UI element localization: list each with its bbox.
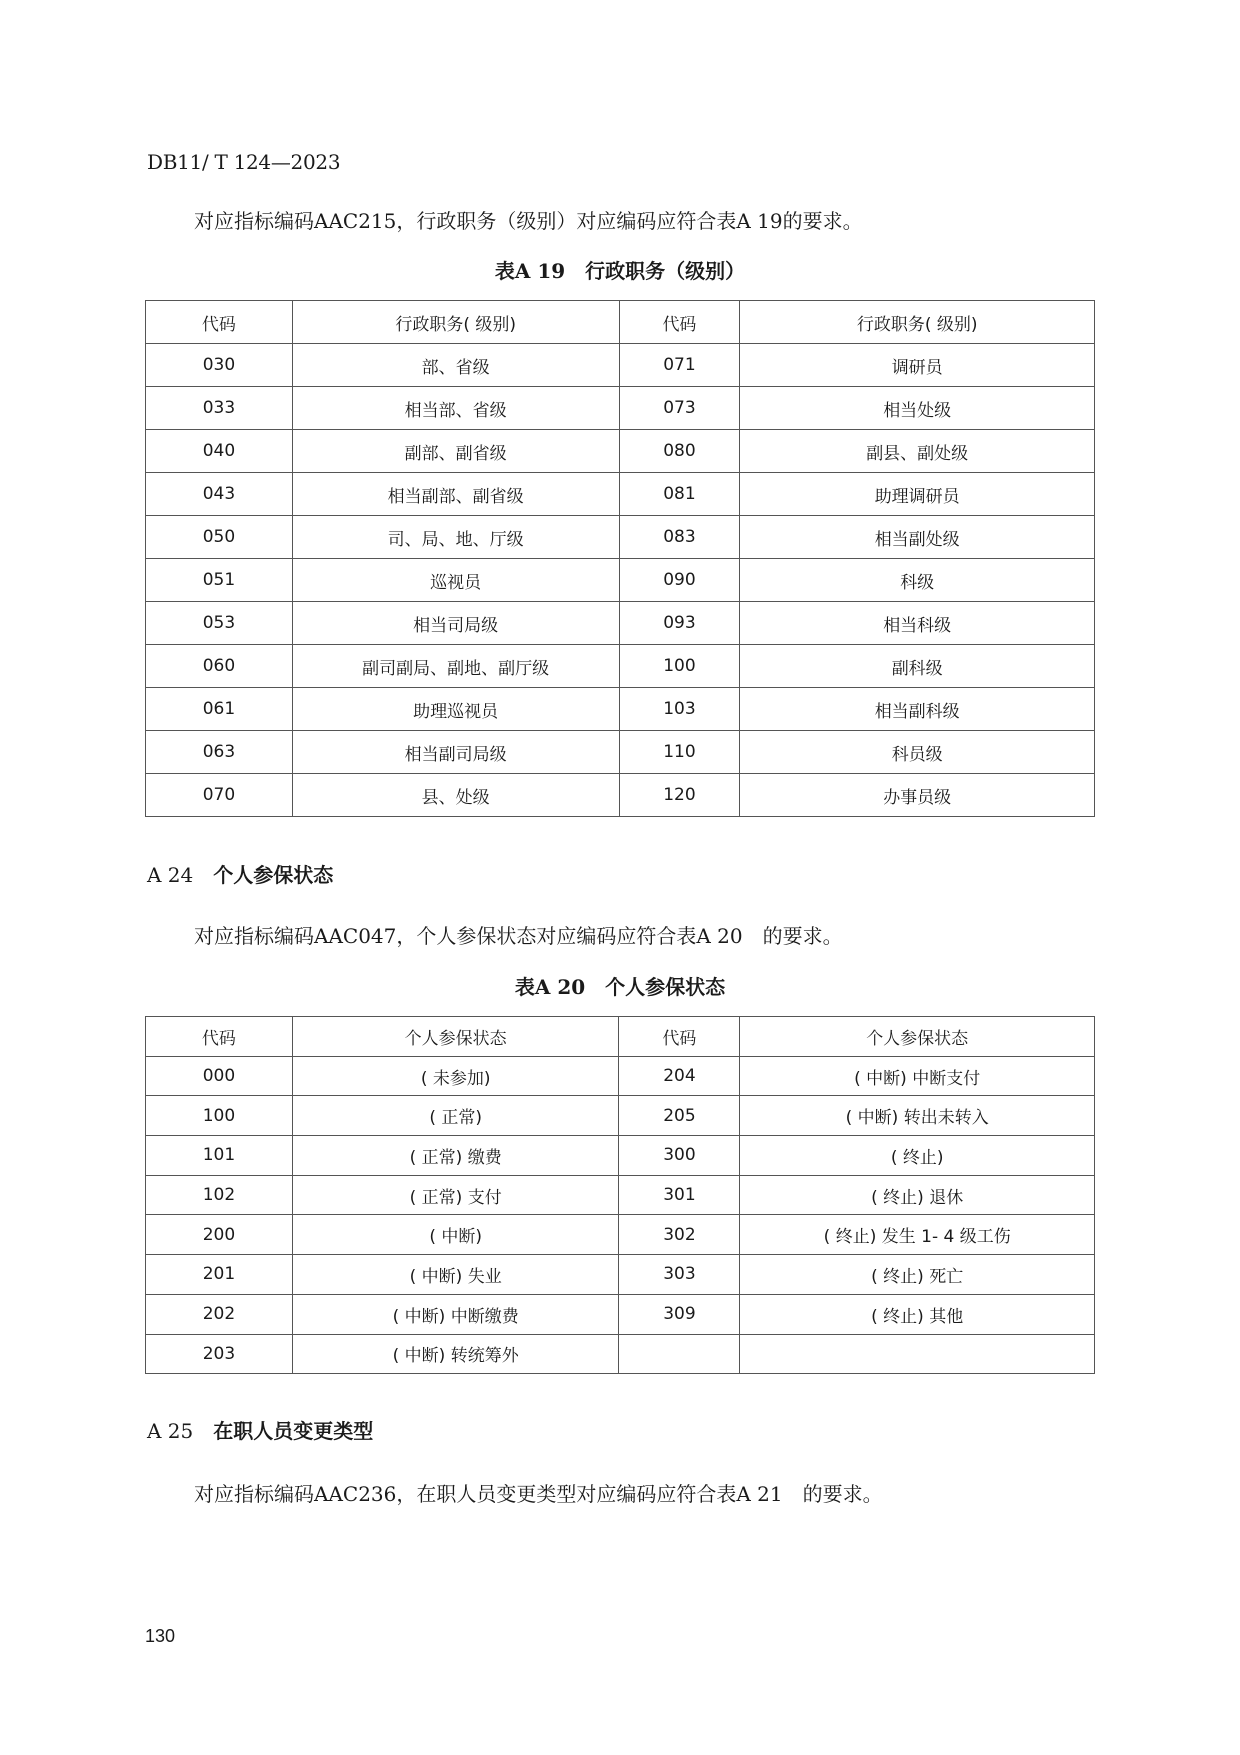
code-cell: 309 — [619, 1294, 740, 1334]
header-code: 代码 — [146, 1017, 293, 1057]
label-cell: ( 终止) — [740, 1136, 1095, 1176]
table-header-row — [146, 301, 1095, 344]
code-cell: 051 — [146, 559, 293, 602]
table-a19 — [145, 300, 1095, 817]
label-cell: 相当部、省级 — [292, 387, 619, 430]
table-row — [146, 645, 1095, 688]
intro-paragraph-a21: 对应指标编码AAC236，在职人员变更类型对应编码应符合表A 21 的要求。 — [194, 1482, 883, 1506]
table-row — [146, 344, 1095, 387]
code-cell: 202 — [146, 1294, 293, 1334]
label-cell: ( 中断) 转出未转入 — [740, 1096, 1095, 1136]
label-cell: 办事员级 — [740, 774, 1095, 817]
label-cell: 司、局、地、厅级 — [292, 516, 619, 559]
code-cell: 070 — [146, 774, 293, 817]
code-cell: 300 — [619, 1136, 740, 1176]
label-cell: ( 中断) 中断支付 — [740, 1056, 1095, 1096]
table-row — [146, 1096, 1095, 1136]
code-cell: 102 — [146, 1175, 293, 1215]
document-code: DB11/ T 124—2023 — [147, 150, 341, 174]
table-row — [146, 1215, 1095, 1255]
code-cell: 090 — [619, 559, 740, 602]
code-cell: 083 — [619, 516, 740, 559]
table-header-row — [146, 1017, 1095, 1057]
code-cell: 050 — [146, 516, 293, 559]
intro-paragraph-a19: 对应指标编码AAC215，行政职务（级别）对应编码应符合表A 19的要求。 — [194, 209, 863, 233]
label-cell: 相当处级 — [740, 387, 1095, 430]
label-cell: 相当副司局级 — [292, 731, 619, 774]
label-cell: ( 正常) 支付 — [292, 1175, 619, 1215]
section-title: 个人参保状态 — [213, 863, 334, 887]
code-cell: 093 — [619, 602, 740, 645]
table-a20 — [145, 1016, 1095, 1374]
code-cell: 043 — [146, 473, 293, 516]
table-row — [146, 473, 1095, 516]
label-cell: ( 中断) 失业 — [292, 1255, 619, 1295]
table-row — [146, 430, 1095, 473]
header-code: 代码 — [146, 301, 293, 344]
code-cell: 053 — [146, 602, 293, 645]
code-cell: 205 — [619, 1096, 740, 1136]
page-number: 130 — [145, 1626, 176, 1646]
label-cell: ( 中断) 转统筹外 — [292, 1334, 619, 1374]
code-cell: 120 — [619, 774, 740, 817]
code-cell: 073 — [619, 387, 740, 430]
section-number: A 24 — [147, 863, 194, 887]
label-cell: 副县、副处级 — [740, 430, 1095, 473]
table-row — [146, 1136, 1095, 1176]
label-cell: 相当司局级 — [292, 602, 619, 645]
table-row — [146, 1255, 1095, 1295]
code-cell: 201 — [146, 1255, 293, 1295]
table-row — [146, 1294, 1095, 1334]
code-cell: 061 — [146, 688, 293, 731]
header-code: 代码 — [619, 1017, 740, 1057]
label-cell: 副司副局、副地、副厅级 — [292, 645, 619, 688]
code-cell: 081 — [619, 473, 740, 516]
header-title: 行政职务( 级别) — [740, 301, 1095, 344]
label-cell: 副科级 — [740, 645, 1095, 688]
label-cell — [740, 1334, 1095, 1374]
table-row — [146, 1056, 1095, 1096]
table-row — [146, 516, 1095, 559]
header-title: 行政职务( 级别) — [292, 301, 619, 344]
label-cell: ( 中断) 中断缴费 — [292, 1294, 619, 1334]
label-cell: 副部、副省级 — [292, 430, 619, 473]
code-cell: 063 — [146, 731, 293, 774]
label-cell: 调研员 — [740, 344, 1095, 387]
label-cell: 科级 — [740, 559, 1095, 602]
label-cell: ( 未参加) — [292, 1056, 619, 1096]
label-cell: ( 正常) — [292, 1096, 619, 1136]
code-cell: 303 — [619, 1255, 740, 1295]
table-row — [146, 1175, 1095, 1215]
table-row — [146, 731, 1095, 774]
code-cell: 110 — [619, 731, 740, 774]
code-cell: 030 — [146, 344, 293, 387]
section-title: 在职人员变更类型 — [213, 1419, 374, 1443]
label-cell: 县、处级 — [292, 774, 619, 817]
table-row — [146, 688, 1095, 731]
table-row — [146, 387, 1095, 430]
table-a19-caption: 表A 19 行政职务（级别） — [494, 259, 746, 283]
intro-paragraph-a20: 对应指标编码AAC047，个人参保状态对应编码应符合表A 20 的要求。 — [194, 924, 843, 948]
code-cell: 071 — [619, 344, 740, 387]
label-cell: ( 终止) 死亡 — [740, 1255, 1095, 1295]
table-row — [146, 1334, 1095, 1374]
code-cell: 200 — [146, 1215, 293, 1255]
section-number: A 25 — [147, 1419, 194, 1443]
label-cell: 相当副科级 — [740, 688, 1095, 731]
code-cell: 060 — [146, 645, 293, 688]
label-cell: 助理巡视员 — [292, 688, 619, 731]
label-cell: 科员级 — [740, 731, 1095, 774]
label-cell: ( 中断) — [292, 1215, 619, 1255]
header-code: 代码 — [619, 301, 740, 344]
code-cell: 033 — [146, 387, 293, 430]
label-cell: 相当副处级 — [740, 516, 1095, 559]
label-cell: 相当副部、副省级 — [292, 473, 619, 516]
header-status: 个人参保状态 — [292, 1017, 619, 1057]
code-cell: 100 — [146, 1096, 293, 1136]
code-cell: 103 — [619, 688, 740, 731]
label-cell: 相当科级 — [740, 602, 1095, 645]
label-cell: 巡视员 — [292, 559, 619, 602]
code-cell: 101 — [146, 1136, 293, 1176]
code-cell: 100 — [619, 645, 740, 688]
code-cell: 302 — [619, 1215, 740, 1255]
label-cell: ( 终止) 退休 — [740, 1175, 1095, 1215]
code-cell: 080 — [619, 430, 740, 473]
section-a24-heading — [147, 859, 333, 888]
code-cell: 204 — [619, 1056, 740, 1096]
label-cell: ( 终止) 发生 1- 4 级工伤 — [740, 1215, 1095, 1255]
code-cell: 040 — [146, 430, 293, 473]
table-a20-caption: 表A 20 个人参保状态 — [514, 975, 726, 999]
table-row — [146, 559, 1095, 602]
label-cell: ( 正常) 缴费 — [292, 1136, 619, 1176]
code-cell — [619, 1334, 740, 1374]
code-cell: 301 — [619, 1175, 740, 1215]
code-cell: 203 — [146, 1334, 293, 1374]
header-status: 个人参保状态 — [740, 1017, 1095, 1057]
table-row — [146, 602, 1095, 645]
label-cell: ( 终止) 其他 — [740, 1294, 1095, 1334]
label-cell: 部、省级 — [292, 344, 619, 387]
code-cell: 000 — [146, 1056, 293, 1096]
section-a25-heading — [147, 1415, 373, 1444]
table-row — [146, 774, 1095, 817]
label-cell: 助理调研员 — [740, 473, 1095, 516]
